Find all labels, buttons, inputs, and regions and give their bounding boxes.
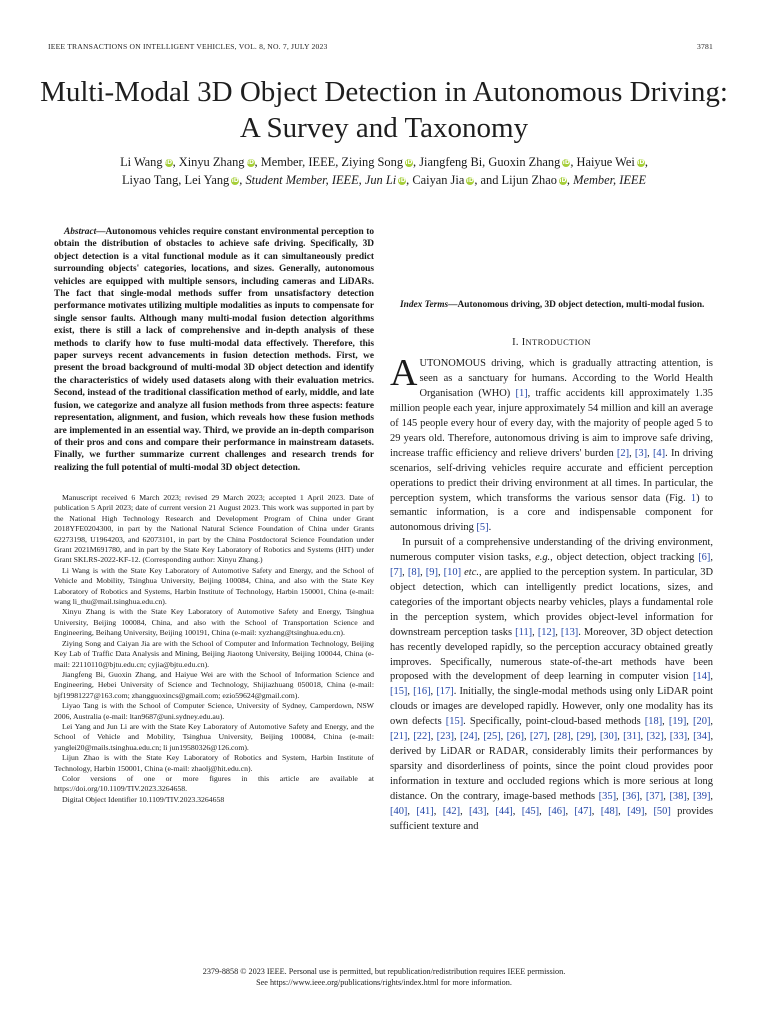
body-text-segment: , — [663, 731, 670, 743]
citation-link[interactable]: [24] — [459, 731, 478, 743]
body-text-segment: , — [686, 790, 694, 802]
citation-link[interactable]: 1 — [690, 492, 697, 504]
body-text-segment: ) to semantic information, is a core and indispensable component for autonomous driving — [390, 492, 713, 534]
abstract-text: Autonomous vehicles require constant environmental perception to obtain the distribution of obstacles to achieve safe driving. Specifically, 3D object detection is a vital functional module as it can simultaneously predict surrounding objects' categories, locations, and sizes. Generally, autonomous vehicles are equipped with multiple sensors, including cameras and LiDARs. The fact that single-modal methods suffer from unsatisfactory detection performance motivates utilizing multiple modalities as inputs to compensate for single sensor faults. Although many multi-modal fusion detection algorithms exist, there is still a lack of comprehensive and in-depth analysis of these methods to clarify how to fuse multi-modal data effectively. Therefore, this paper surveys recent advancements in fusion detection methods. First, we present the broad background of multi-modal 3D object detection and identify the characteristics of widely used datasets along with their evaluation metrics. Second, instead of the traditional classification method of early, middle, and late fusion, we categorize and analyze all fusion methods from three aspects: feature representation, alignment, and fusion, which reveals how these fusion methods are implemented in an essential way. Third, we provide an in-depth comparison of their pros and cons and compare their performance in mainstream datasets. Finally, we further summarize current challenges and research trends for realizing the full potential of multi-modal 3D object detection. — [54, 227, 374, 473]
citation-link[interactable]: [29] — [576, 731, 594, 743]
citation-link[interactable]: [49] — [627, 805, 645, 817]
index-terms — [390, 299, 713, 311]
body-text-segment: , — [512, 805, 522, 817]
body-text-segment: , object detection, object tracking — [550, 552, 699, 564]
author-segment: , Haiyue Wei — [570, 155, 635, 169]
body-text-segment: , — [662, 716, 669, 728]
citation-link[interactable]: [23] — [436, 731, 455, 743]
body-text-segment: , — [430, 731, 437, 743]
orcid-icon[interactable]: iD — [231, 177, 239, 184]
body-text-segment: provides sufficient texture and — [390, 805, 714, 832]
citation-link[interactable]: [33] — [669, 731, 688, 743]
author-list — [40, 153, 728, 189]
body-text-segment: , — [539, 805, 549, 817]
body-text-segment: , — [477, 731, 484, 743]
body-text-segment: . In driving scenarios, self-driving vehicles require accurate and efficient perception operations to predict their driving environment at all times. In particular, the perception system, which transforms the various sensor data (Fig. — [390, 447, 714, 504]
body-text-segment: , — [593, 731, 600, 743]
citation-link[interactable]: [19] — [668, 716, 687, 728]
body-text-segment: . Specifically, point-cloud-based methods — [463, 716, 645, 728]
citation-link[interactable]: [28] — [553, 731, 571, 743]
orcid-icon[interactable]: iD — [637, 159, 645, 166]
body-text-segment: , — [437, 567, 444, 579]
citation-link[interactable]: [41] — [416, 805, 434, 817]
body-text-segment: , — [644, 805, 654, 817]
section-numeral: I. — [512, 337, 519, 349]
footnote-affiliation: Lijun Zhao is with the State Key Laboratory of Robotics and System, Harbin Institute of Technology, Harbin 150001, China (e-mail: zhaolj@hit.edu.cn). — [54, 753, 374, 773]
body-text-segment: , — [710, 790, 714, 802]
citation-link[interactable]: [31] — [623, 731, 641, 743]
body-text-segment: , — [402, 567, 408, 579]
body-text-segment: , — [407, 731, 414, 743]
citation-link[interactable]: [38] — [669, 790, 687, 802]
citation-link[interactable]: [8] — [407, 567, 421, 579]
body-text-segment: , — [555, 626, 561, 638]
body-text-segment: , — [617, 731, 624, 743]
citation-link[interactable]: [15] — [390, 686, 408, 698]
citation-link[interactable]: [13] — [560, 626, 579, 638]
citation-link[interactable]: [42] — [442, 805, 461, 817]
body-text-segment: , traffic accidents kill approximately 1.35 million people each year, injure approximately 54 million and kill an average of 145 people every hour of every day, with the majority of people aged 5 to 29 years old. Therefore, autonomous driving is aim to improve safe driving, increase traffic efficiency and relieve drivers' burden — [390, 388, 713, 459]
footnotes — [54, 493, 374, 805]
italic-term: e.g. — [535, 552, 551, 564]
body-text-segment: , — [570, 731, 577, 743]
index-terms-text: Autonomous driving, 3D object detection, multi-modal fusion. — [457, 300, 705, 310]
abstract-label: Abstract— — [64, 227, 106, 237]
orcid-icon[interactable]: iD — [405, 159, 413, 166]
footnote-affiliation: Li Wang is with the State Key Laboratory of Automotive Safety and Energy, and the School of Vehicle and Mobility, Tsinghua University, Beijing 100084, China, and also with the State Key Laboratory of Robotics and Systems, Harbin Institute of Technology, Harbin 150001, China (e-mail: wang li_thu@mail.tsinghua.edu.cn). — [54, 565, 374, 607]
author-segment: Li Wang — [120, 155, 163, 169]
left-column — [54, 226, 374, 474]
footnote-doi: Digital Object Identifier 10.1109/TIV.2023.3264658 — [62, 794, 225, 804]
citation-link[interactable]: [44] — [495, 805, 513, 817]
citation-link[interactable]: [21] — [390, 731, 408, 743]
intro-paragraph-1 — [390, 352, 714, 536]
citation-link[interactable]: [14] — [693, 671, 711, 683]
citation-link[interactable]: [46] — [548, 805, 566, 817]
body-text-segment: . — [488, 522, 492, 534]
citation-link[interactable]: [26] — [506, 731, 524, 743]
footnote-affiliation: Liyao Tang is with the School of Computer Science, University of Sydney, Camperdown, NSW 2006, Australia (e-mail: ltan9687@uni.sydney.edu.au). — [54, 701, 374, 721]
citation-link[interactable]: [11] — [515, 626, 533, 638]
citation-link[interactable]: [45] — [521, 805, 540, 817]
orcid-icon[interactable]: iD — [398, 177, 406, 184]
citation-link[interactable]: [1] — [515, 388, 528, 400]
citation-link[interactable]: [12] — [537, 626, 556, 638]
copyright-line: 2379-8858 © 2023 IEEE. Personal use is permitted, but republication/redistribution requires IEEE permission. — [202, 967, 566, 976]
body-text-segment: , — [616, 790, 623, 802]
body-text-segment: , — [639, 790, 646, 802]
right-column — [390, 226, 713, 834]
author-segment: , — [644, 155, 648, 169]
citation-link[interactable]: [37] — [645, 790, 664, 802]
body-text-segment: , — [486, 805, 496, 817]
body-text-segment: , — [500, 731, 507, 743]
citation-link[interactable]: [39] — [693, 790, 711, 802]
body-text-segment: , — [710, 552, 713, 564]
citation-link[interactable]: [35] — [598, 790, 617, 802]
body-text-segment: , — [687, 731, 694, 743]
citation-link[interactable]: [48] — [600, 805, 619, 817]
section-title-rest: NTRODUCTION — [525, 337, 591, 348]
author-line-1 — [40, 153, 728, 171]
citation-link[interactable]: [30] — [599, 731, 618, 743]
body-text-segment: , — [454, 731, 460, 743]
body-text-segment: . Moreover, 3D object detection has recently developed rapidly, so the perception accuracy obtained greatly improves. Specifically, numerous state-of-the-art methods have been proposed with the development of deep learning in computer vision — [390, 626, 713, 683]
italic-term: etc. — [464, 567, 479, 579]
body-text-segment: , — [532, 626, 538, 638]
page-number: 3781 — [697, 42, 713, 51]
author-segment: , Xinyu Zhang — [172, 155, 245, 169]
citation-link[interactable]: [32] — [646, 731, 664, 743]
author-segment: , Jiangfeng Bi, Guoxin Zhang — [413, 155, 561, 169]
citation-link[interactable]: [34] — [693, 731, 711, 743]
citation-link[interactable]: [50] — [653, 805, 671, 817]
copyright-footer — [0, 966, 768, 988]
body-text-segment: . Initially, the single-modal methods using only LiDAR point clouds or images are developed rapidly. However, only one modality has its own defects — [390, 686, 714, 728]
author-segment: Liyao Tang, Lei Yang — [121, 173, 230, 187]
body-text-segment: , — [710, 716, 714, 728]
body-text-segment: , — [460, 805, 470, 817]
orcid-icon[interactable]: iD — [165, 159, 173, 166]
orcid-icon[interactable]: iD — [562, 159, 570, 166]
citation-link[interactable]: [17] — [436, 686, 454, 698]
footnote-color-versions: Color versions of one or more figures in this article are available at https://doi.org/10.1109/TIV.2023.3264658. — [54, 773, 374, 794]
body-text-segment: , — [629, 447, 635, 459]
citation-link[interactable]: [36] — [622, 790, 640, 802]
section-heading-introduction — [390, 337, 713, 348]
citation-link[interactable]: [6] — [698, 552, 711, 564]
citation-link[interactable]: [43] — [469, 805, 487, 817]
author-segment: , Member, IEEE, Ziying Song — [254, 155, 404, 169]
body-text-segment: , — [640, 731, 647, 743]
body-text-segment: , — [565, 805, 575, 817]
body-text-segment: , — [618, 805, 628, 817]
drop-cap: A — [390, 352, 418, 395]
citation-link[interactable]: [3] — [634, 447, 648, 459]
body-text-segment: , — [420, 567, 426, 579]
body-text-segment: , — [433, 805, 443, 817]
journal-name: IEEE TRANSACTIONS ON INTELLIGENT VEHICLES, VOL. 8, NO. 7, JULY 2023 — [48, 42, 328, 51]
author-segment: , and Lijun Zhao — [474, 173, 557, 187]
body-text-segment: , — [686, 716, 694, 728]
body-text-segment: , — [710, 671, 713, 683]
paper-title: Multi-Modal 3D Object Detection in Autonomous Driving: A Survey and Taxonomy — [40, 76, 728, 144]
footnote-manuscript: Manuscript received 6 March 2023; revised 29 March 2023; accepted 1 April 2023. Date of publication 5 April 2023; date of current version 21 August 2023. This work was supported in part by the National High Technology Research and Development Program of China under Grant 2018YFE0204300, in part by the National Natural Science Foundation of China under Grants 62273198, U1964203, and 62073101, in part by the China Postdoctoral Science Foundation under Grant 2021M691780, and in part by the State Key Laboratory of Robotics and Systems (HIT) under Grant SKLRS-2022-KF-12. (Corresponding author: Xinyu Zhang.) — [54, 493, 374, 565]
footnote-affiliation: Xinyu Zhang is with the State Key Laboratory of Automotive Safety and Energy, Tsinghua University, Beijing 100084, China, and also with the School of Transportation Science and Engineering, Beihang University, Beijing 100191, China (e-mail: xyzhang@tsinghua.edu.cn). — [54, 607, 374, 638]
citation-link[interactable]: [25] — [483, 731, 501, 743]
footnote-affiliation: Jiangfeng Bi, Guoxin Zhang, and Haiyue Wei are with the School of Information Science and Engineering, Hebei University of Science and Technology, Shijiazhuang 050018, China (e-mail: bjf19981227@163.com; zhangguoxincs@gmail.com; ezio59624@gmail.com). — [54, 669, 374, 700]
intro-paragraph-2 — [390, 536, 713, 834]
author-segment: , Member, IEEE — [566, 173, 647, 187]
author-segment: , Student Member, IEEE, Jun Li — [239, 173, 397, 187]
citation-link[interactable]: [22] — [413, 731, 431, 743]
citation-link[interactable]: [40] — [390, 805, 408, 817]
body-text-segment: , — [547, 731, 554, 743]
citation-link[interactable]: [9] — [425, 567, 438, 579]
footnote-affiliation: Lei Yang and Jun Li are with the State Key Laboratory of Automotive Safety and Energy, and the School of Vehicle and Mobility, Tsinghua University, Beijing 100084, China (e-mail: yanglei20@mails.tsinghua.edu.cn; li jun19580326@126.com). — [54, 721, 374, 752]
orcid-icon[interactable]: iD — [559, 177, 567, 184]
footnote-affiliation: Ziying Song and Caiyan Jia are with the School of Computer and Information Technology, Beijing Key Lab of Traffic Data Analysis and Mining, Beijing Jiaotong University, Beijing 100044, China (e-mail: 22110110@bjtu.edu.cn; cyjia@bjtu.edu.cn). — [54, 638, 374, 669]
citation-link[interactable]: [7] — [390, 567, 403, 579]
body-text-segment: UTONOMOUS driving, which is gradually attracting attention, is seen as a sanctuary for humans. According to the World Health Organisation (WHO) — [419, 358, 713, 400]
section-title-first: I — [521, 337, 526, 349]
index-terms-label: Index Terms— — [400, 300, 458, 310]
body-text-segment: , derived by LiDAR or RADAR, considerably limits their performances by sparsity and disorderliness of points, since the point cloud provides poor information in texture and occluded regions which is more serious at long distance. On the contrary, image-based methods — [390, 731, 714, 802]
orcid-icon[interactable]: iD — [246, 159, 255, 166]
abstract — [54, 226, 374, 474]
body-text-segment: , — [523, 731, 530, 743]
body-text-segment: , — [591, 805, 601, 817]
citation-link[interactable]: [5] — [476, 522, 489, 534]
body-text-segment: In pursuit of a comprehensive understanding of the driving environment, numerous computer vision tasks, — [390, 537, 713, 564]
citation-link[interactable]: [15] — [445, 716, 464, 728]
body-text-segment: , — [430, 686, 437, 698]
citation-link[interactable]: [18] — [644, 716, 663, 728]
permissions-link[interactable]: See https://www.ieee.org/publications/rights/index.html for more information. — [256, 978, 512, 987]
body-text-segment: , — [407, 805, 417, 817]
body-text-segment: , — [647, 447, 653, 459]
citation-link[interactable]: [16] — [413, 686, 431, 698]
author-line-2 — [40, 171, 728, 189]
citation-link[interactable]: [10] — [443, 567, 462, 579]
body-text-segment: , — [407, 686, 414, 698]
body-text-segment: , — [663, 790, 670, 802]
citation-link[interactable]: [4] — [652, 447, 666, 459]
citation-link[interactable]: [47] — [574, 805, 592, 817]
citation-link[interactable]: [20] — [693, 716, 711, 728]
body-text-segment: , are applied to the perception system. In particular, 3D object detection, which can intelligently predict locations, sizes, and categories of the important objects nearby vehicles, plays a fundamental role in the perception system, which provides object-level information for downstream perception tasks — [390, 567, 714, 638]
citation-link[interactable]: [2] — [616, 447, 630, 459]
orcid-icon[interactable]: iD — [466, 177, 474, 184]
author-segment: , Caiyan Jia — [406, 173, 465, 187]
citation-link[interactable]: [27] — [529, 731, 548, 743]
running-head — [48, 42, 713, 51]
